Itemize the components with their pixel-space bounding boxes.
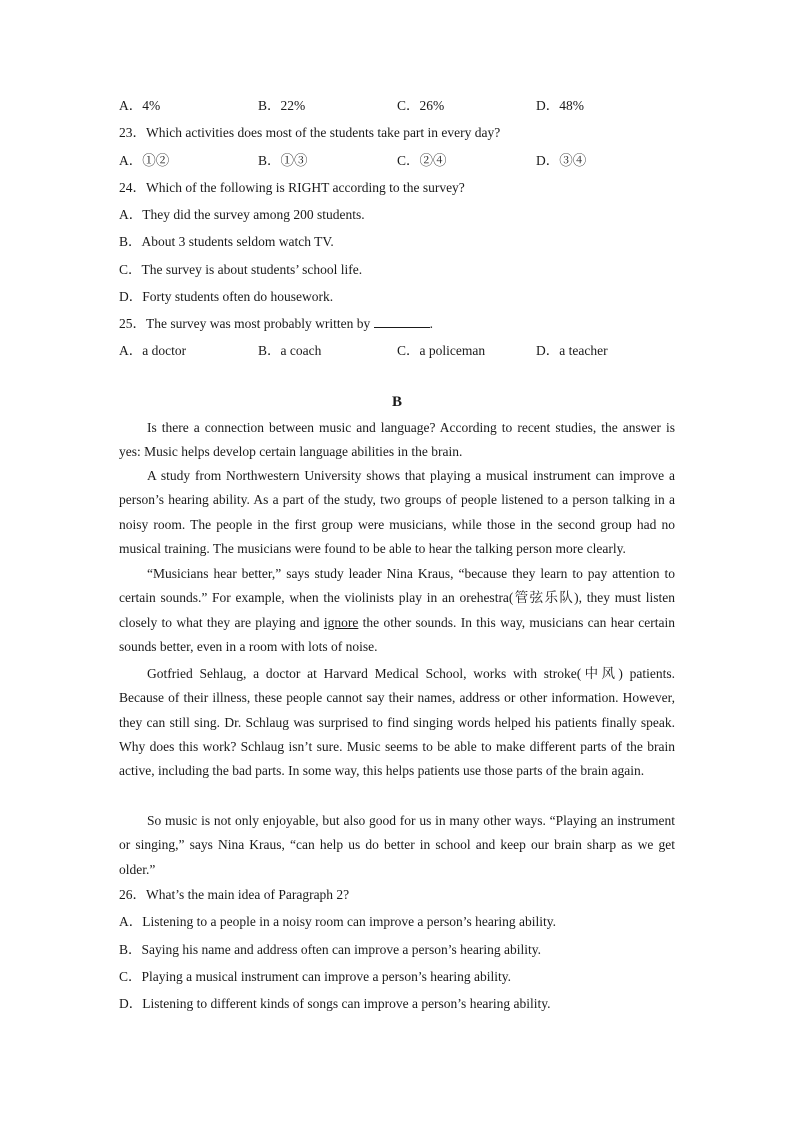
passage-paragraph-1: Is there a connection between music and language? According to recent studies, the answer is yes: Music helps develop certain language abilities in the brain. (119, 420, 675, 460)
q26-option-c: C．Playing a musical instrument can improve a person’s hearing ability. (119, 969, 512, 984)
q24-option-a: A．They did the survey among 200 students. (119, 207, 365, 222)
q25-options (119, 341, 679, 361)
q26-option-a: A．Listening to a people in a noisy room can improve a person’s hearing ability. (119, 914, 557, 929)
q25-stem-end: . (429, 316, 433, 331)
q22-option-a: A．4% (119, 98, 161, 113)
q22-option-b: B．22% (258, 98, 306, 113)
answer-blank (374, 314, 430, 328)
q26-option-d: D．Listening to different kinds of songs can improve a person’s hearing ability. (119, 996, 551, 1011)
q25-option-d: D．a teacher (536, 343, 608, 358)
q26-stem: 26．What’s the main idea of Paragraph 2? (119, 887, 350, 902)
q24-option-b: B．About 3 students seldom watch TV. (119, 234, 334, 249)
passage-paragraph-3-start: “Musicians hear better,” says study leader Nina Kraus, “because they learn to pay attention to certain sounds.” For example, when the violinists play in an orehestra(管弦乐队), they must listen closely to what they are playing and (119, 566, 675, 630)
q22-options (119, 96, 679, 116)
underlined-word: ignore (323, 614, 359, 630)
q23-option-b: B．①③ (258, 153, 308, 168)
q26-option-b: B．Saying his name and address often can improve a person’s hearing ability. (119, 942, 542, 957)
q25-stem (119, 314, 433, 334)
q23-options (119, 151, 679, 171)
q23-option-a: A．①② (119, 153, 170, 168)
q23-stem: 23．Which activities does most of the students take part in every day? (119, 125, 501, 140)
q25-option-c: C．a policeman (397, 343, 486, 358)
q24-stem: 24．Which of the following is RIGHT according to the survey? (119, 180, 465, 195)
q25-option-a: A．a doctor (119, 343, 187, 358)
passage-paragraph-3-end: the other sounds. In this way, musicians can hear certain sounds better, even in a room with lots of noise. (119, 614, 675, 654)
q22-option-c: C．26% (397, 98, 445, 113)
passage-paragraph-3 (119, 562, 675, 659)
q23-option-c: C．②④ (397, 153, 447, 168)
q25-stem-text: 25．The survey was most probably written by (119, 316, 374, 331)
q22-option-d: D．48% (536, 98, 584, 113)
passage-paragraph-5: So music is not only enjoyable, but also good for us in many other ways. “Playing an instrument or singing,” says Nina Kraus, “can help us do better in school and keep our brain sharp as we get older.” (119, 813, 675, 877)
q23-option-d: D．③④ (536, 153, 587, 168)
q24-option-d: D．Forty students often do housework. (119, 289, 334, 304)
passage-paragraph-2: A study from Northwestern University shows that playing a musical instrument can improve a person’s hearing ability. As a part of the study, two groups of people listened to a person talking in a noisy room. The people in the first group were musicians, while those in the second group had no musical training. The musicians were found to be able to hear the talking person more clearly. (119, 468, 675, 556)
passage-paragraph-4: Gotfried Sehlaug, a doctor at Harvard Medical School, works with stroke(中风) patients. Because of their illness, these people cannot say their names, address or other information. However, they can still sing. Dr. Schlaug was surprised to find singing words helped his patients finally speak. Why does this work? Schlaug isn’t sure. Music seems to be able to make different parts of the brain active, including the bad parts. In some way, this helps patients use those parts of the brain again. (119, 666, 675, 779)
q25-option-b: B．a coach (258, 343, 322, 358)
section-title: B (391, 394, 402, 410)
q24-option-c: C．The survey is about students’ school life. (119, 262, 363, 277)
